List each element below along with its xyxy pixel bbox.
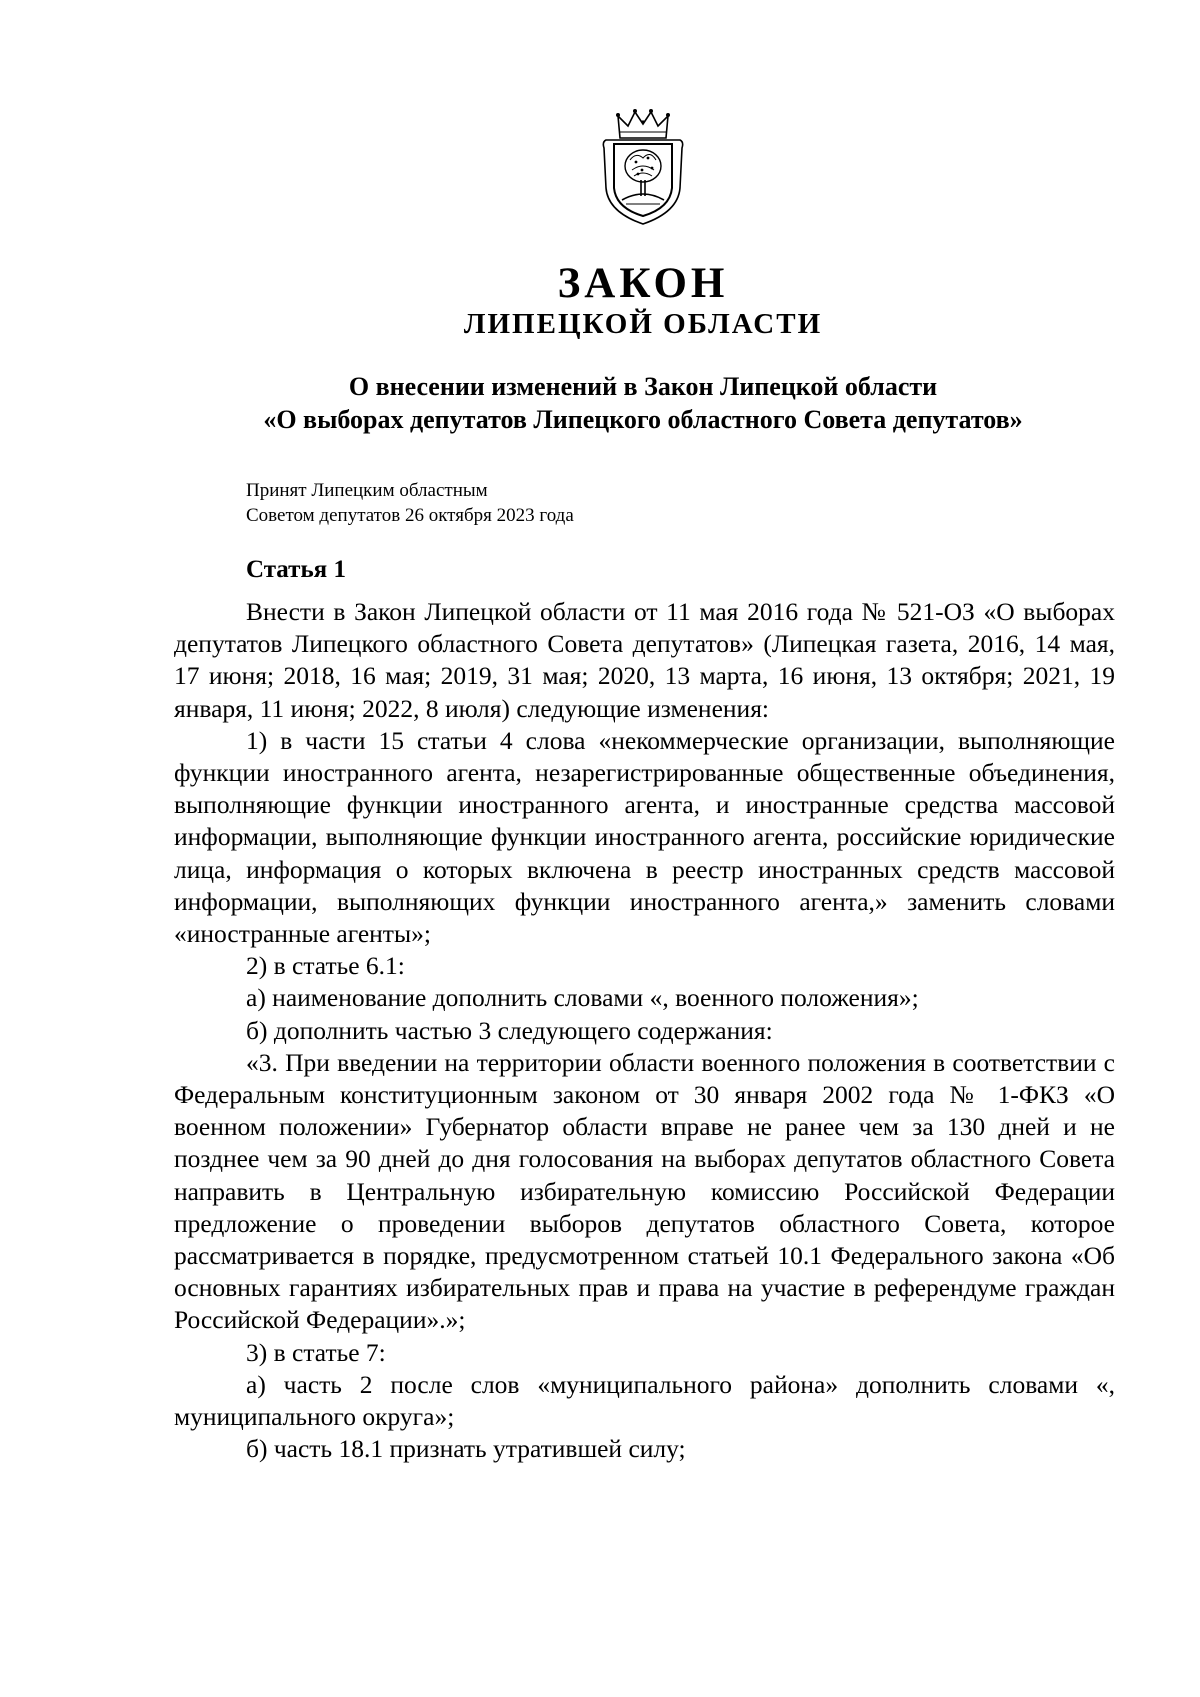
adoption-note-line-2: Советом депутатов 26 октября 2023 года [246,505,574,526]
article-paragraph: 1) в части 15 статьи 4 слова «некоммерческие организации, выполняющие функции иностранного агента, незарегистрированные общественные объединения, выполняющие функции иностранного агента, и иностранные средства массовой информации, выполняющие функции иностранного агента, российские юридические лица, информация о которых включена в реестр иностранных средств массовой информации, выполняющих функции иностранного агента,» заменить словами «иностранные агенты»; [174,725,1115,949]
article-body [174,596,1115,1465]
document-subtitle: ЛИПЕЦКОЙ ОБЛАСТИ [463,308,823,340]
lipetsk-coat-of-arms-icon [598,108,688,228]
article-paragraph: 3) в статье 7: [246,1337,386,1367]
article-paragraph: б) часть 18.1 признать утратившей силу; [246,1434,686,1464]
adoption-note-line-1: Принят Липецким областным [246,480,488,501]
law-heading-line-1: О внесении изменений в Закон Липецкой области [348,372,938,401]
article-paragraph: а) наименование дополнить словами «, военного положения»; [246,983,919,1013]
article-paragraph: Внести в Закон Липецкой области от 11 мая 2016 года № 521-ОЗ «О выборах депутатов Липецкого областного Совета депутатов» (Липецкая газета, 2016, 14 мая, 17 июня; 2018, 16 мая; 2019, 31 мая; 2020, 13 марта, 16 июня, 13 октября; 2021, 19 января, 11 июня; 2022, 8 июля) следующие изменения: [174,597,1115,723]
article-paragraph: б) дополнить частью 3 следующего содержания: [246,1015,773,1045]
article-title: Статья 1 [246,556,346,583]
document-title: ЗАКОН [557,260,729,307]
article-paragraph: а) часть 2 после слов «муниципального района» дополнить словами «, муниципального округа»; [174,1369,1115,1432]
adoption-note [246,478,574,528]
law-heading-line-2: «О выборах депутатов Липецкого областного Совета депутатов» [263,405,1023,434]
article-paragraph: «3. При введении на территории области военного положения в соответствии с Федеральным конституционным законом от 30 января 2002 года № 1-ФКЗ «О военном положении» Губернатор области вправе не ранее чем за 130 дней и не позднее чем за 90 дней до дня голосования на выборах депутатов областного Совета направить в Центральную избирательную комиссию Российской Федерации предложение о проведении выборов депутатов областного Совета, которое рассматривается в порядке, предусмотренном статьей 10.1 Федерального закона «Об основных гарантиях избирательных прав и права на участие в референдуме граждан Российской Федерации».»; [174,1047,1115,1335]
article-paragraph: 2) в статье 6.1: [246,951,405,981]
law-heading [0,370,1200,436]
